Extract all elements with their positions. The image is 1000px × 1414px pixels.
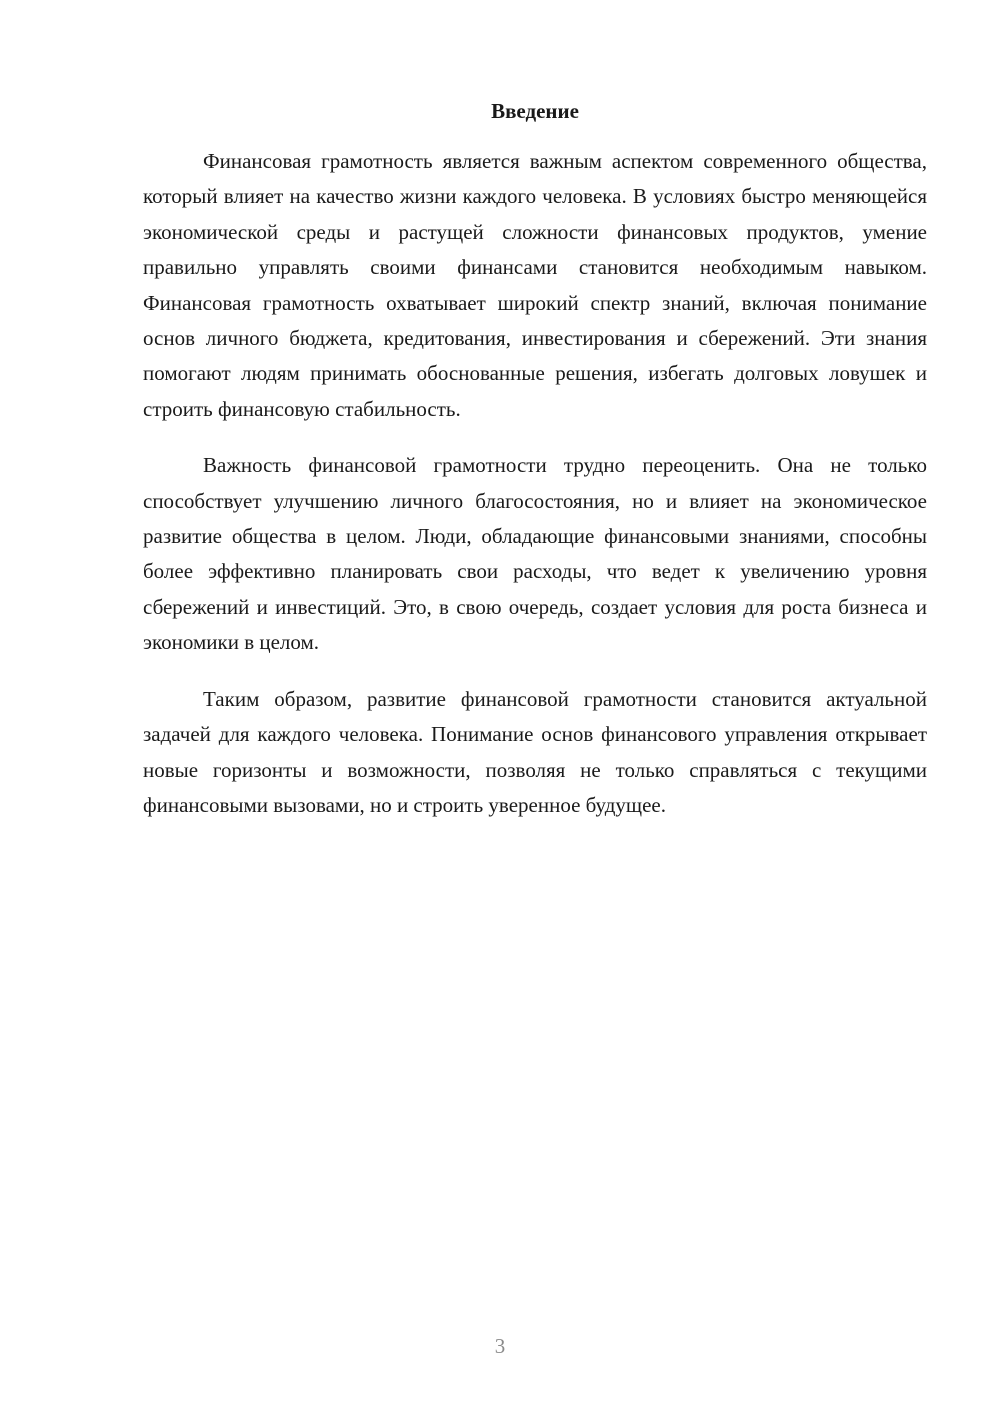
paragraph-2: Важность финансовой грамотности трудно переоценить. Она не только способствует улучшению личного благосостояния, но и влияет на экономическое развитие общества в целом. Люди, обладающие финансовыми знаниями, способны более эффективно планировать свои расходы, что ведет к увеличению уровня сбережений и инвестиций. Это, в свою очередь, создает условия для роста бизнеса и экономики в целом. [143, 453, 927, 655]
page-number: 3 [494, 1334, 506, 1358]
page-content [143, 96, 927, 844]
paragraph-3: Таким образом, развитие финансовой грамотности становится актуальной задачей для каждого человека. Понимание основ финансового управления открывает новые горизонты и возможности, позволяя не только справляться с текущими финансовыми вызовами, но и строить уверенное будущее. [143, 686, 927, 817]
paragraph-1: Финансовая грамотность является важным аспектом современного общества, который влияет на качество жизни каждого человека. В условиях быстро меняющейся экономической среды и растущей сложности финансовых продуктов, умение правильно управлять своими финансами становится необходимым навыком. Финансовая грамотность охватывает широкий спектр знаний, включая понимание основ личного бюджета, кредитования, инвестирования и сбережений. Эти знания помогают людям принимать обоснованные решения, избегать долговых ловушек и строить финансовую стабильность. [143, 149, 927, 421]
section-heading: Введение [491, 99, 579, 123]
